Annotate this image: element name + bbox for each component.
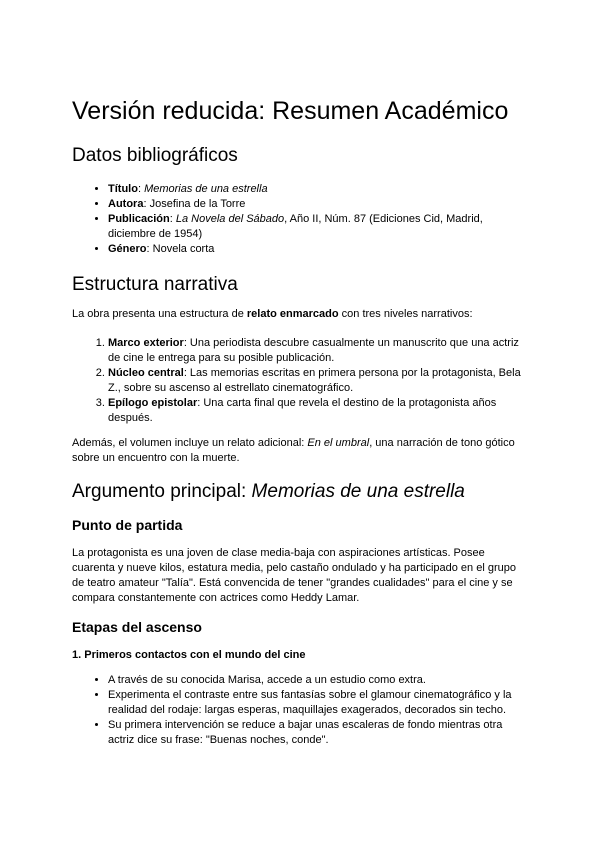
estructura-intro: La obra presenta una estructura de relato enmarcado con tres niveles narrativos: xyxy=(72,308,473,320)
biblio-heading: Datos bibliográficos xyxy=(72,145,238,166)
estructura-extra: Además, el volumen incluye un relato adicional: En el umbral, una narración de tono gótico sobre un encuentro con la muerte. xyxy=(72,437,515,464)
etapa-1-list xyxy=(72,673,528,748)
page-title: Versión reducida: Resumen Académico xyxy=(72,97,509,125)
estructura-item: 3. Epílogo epistolar: Una carta final que revela el destino de la protagonista años después. xyxy=(108,396,528,426)
etapa-1-heading: 1. Primeros contactos con el mundo del cine xyxy=(72,649,306,661)
etapa-item: • A través de su conocida Marisa, accede a un estudio como extra. xyxy=(108,673,528,688)
biblio-item: • Género: Novela corta xyxy=(108,242,528,257)
etapa-item: • Experimenta el contraste entre sus fantasías sobre el glamour cinematográfico y la realidad del rodaje: largas esperas, maquillajes exagerados, decorados sin techo. xyxy=(108,688,528,718)
estructura-list xyxy=(72,336,528,426)
biblio-list xyxy=(72,182,528,257)
argumento-heading: Argumento principal: Memorias de una estrella xyxy=(72,481,465,502)
estructura-item: 2. Núcleo central: Las memorias escritas en primera persona por la protagonista, Bela Z., sobre su ascenso al estrellato cinematográfico. xyxy=(108,366,528,396)
biblio-item: • Autora: Josefina de la Torre xyxy=(108,197,528,212)
punto-text: La protagonista es una joven de clase media-baja con aspiraciones artísticas. Posee cuarenta y nueve kilos, estatura media, pelo castaño ondulado y ha participado en el grupo de teatro amateur "Talía". Está convencida de tener "grandes cualidades" para el cine y se compara constantemente con actrices como Heddy Lamar. xyxy=(72,547,516,604)
etapa-item: • Su primera intervención se reduce a bajar unas escaleras de fondo mientras otra actriz dice su frase: "Buenas noches, conde". xyxy=(108,718,528,748)
biblio-item: • Publicación: La Novela del Sábado, Año II, Núm. 87 (Ediciones Cid, Madrid, diciembre de 1954) xyxy=(108,212,528,242)
etapas-heading: Etapas del ascenso xyxy=(72,619,202,635)
estructura-heading: Estructura narrativa xyxy=(72,274,238,295)
estructura-item: 1. Marco exterior: Una periodista descubre casualmente un manuscrito que una actriz de cine le entrega para su posible publicación. xyxy=(108,336,528,366)
biblio-item: • Título: Memorias de una estrella xyxy=(108,182,528,197)
punto-heading: Punto de partida xyxy=(72,517,183,533)
